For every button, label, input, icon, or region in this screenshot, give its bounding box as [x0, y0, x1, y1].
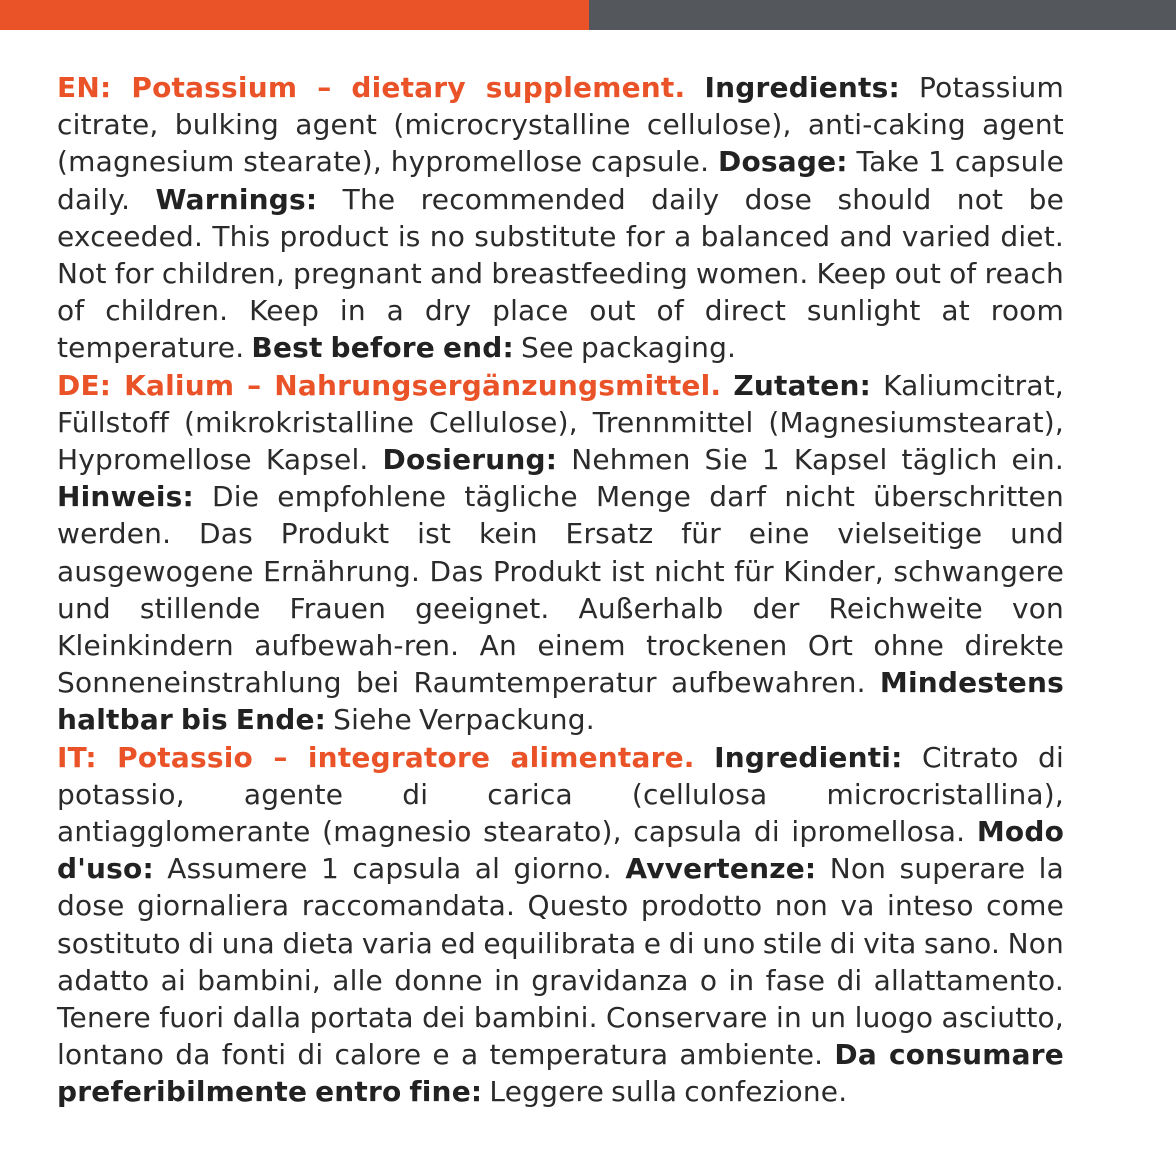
- warnings-text-it: Non superare la dose giornaliera raccomandata. Questo prodotto non va inteso come sostituto di una dieta varia ed equilibrata e di uno stile di vita sano. Non adatto ai bambini, alle donne in gravidanza o in fase di allattamento. Tenere fuori dalla portata dei bambini. Conservare in un luogo asciutto, lontano da fonti di calore e a temperatura ambiente.: [57, 852, 1064, 1072]
- dosage-label-de: Dosierung:: [382, 443, 558, 477]
- top-bar-gray-segment: [589, 0, 1176, 30]
- best-before-text-en: See packaging.: [521, 331, 737, 365]
- best-before-label-de: Mindestens haltbar bis Ende:: [57, 666, 1064, 737]
- best-before-text-it: Leggere sulla confezione.: [489, 1075, 848, 1109]
- paragraph-en: [57, 69, 1064, 367]
- heading-de: DE: Kalium – Nahrungsergänzungsmittel.: [57, 368, 722, 402]
- warnings-text-en: The recommended daily dose should not be exceeded. This product is no substitute for a balanced and varied diet. Not for children, pregnant and breastfeeding women. Keep out of reach of children. Keep in a dry place out of direct sunlight at room temperature.: [57, 182, 1064, 365]
- dosage-text-de: Nehmen Sie 1 Kapsel täglich ein.: [571, 443, 1064, 477]
- dosage-label-it: Modo d'uso:: [57, 815, 1065, 886]
- paragraph-it: [57, 739, 1064, 1111]
- label-text-block: [57, 69, 1064, 1111]
- ingredients-text-en: Potassium citrate, bulking agent (microcrystalline cellulose), anti-caking agent (magnesium stearate), hypromellose capsule.: [57, 71, 1064, 179]
- dosage-text-en: Take 1 capsule daily.: [57, 145, 1064, 216]
- dosage-label-en: Dosage:: [718, 145, 848, 179]
- best-before-label-it: Da consumare preferibilmente entro fine:: [57, 1038, 1064, 1109]
- top-bar-orange-segment: [0, 0, 589, 30]
- best-before-label-en: Best before end:: [251, 331, 514, 365]
- ingredients-label-de: Zutaten:: [733, 368, 871, 402]
- best-before-text-de: Siehe Verpackung.: [333, 703, 595, 737]
- warnings-label-en: Warnings:: [155, 182, 318, 216]
- top-color-bar: [0, 0, 1176, 30]
- warnings-label-de: Hinweis:: [57, 480, 194, 514]
- paragraph-de: [57, 367, 1064, 739]
- heading-it: IT: Potassio – integratore alimentare.: [57, 740, 695, 774]
- heading-en: EN: Potassium – dietary supplement.: [57, 71, 686, 104]
- ingredients-text-it: Citrato di potassio, agente di carica (cellulosa microcristallina), antiagglomerante (magnesio stearato), capsula di ipromellosa.: [57, 740, 1064, 849]
- ingredients-text-de: Kaliumcitrat, Füllstoff (mikrokristalline Cellulose), Trennmittel (Magnesiumstearat), Hypromellose Kapsel.: [57, 368, 1065, 477]
- dosage-text-it: Assumere 1 capsula al giorno.: [167, 852, 612, 886]
- ingredients-label-en: Ingredients:: [704, 71, 900, 104]
- ingredients-label-it: Ingredienti:: [714, 740, 903, 774]
- warnings-label-it: Avvertenze:: [625, 852, 817, 886]
- warnings-text-de: Die empfohlene tägliche Menge darf nicht überschritten werden. Das Produkt ist kein Ersatz für eine vielseitige und ausgewogene Ernährung. Das Produkt ist nicht für Kinder, schwangere und stillende Frauen geeignet. Außerhalb der Reichweite von Kleinkindern aufbewah-ren. An einem trockenen Ort ohne direkte Sonneneinstrahlung bei Raumtemperatur aufbewahren.: [57, 480, 1064, 700]
